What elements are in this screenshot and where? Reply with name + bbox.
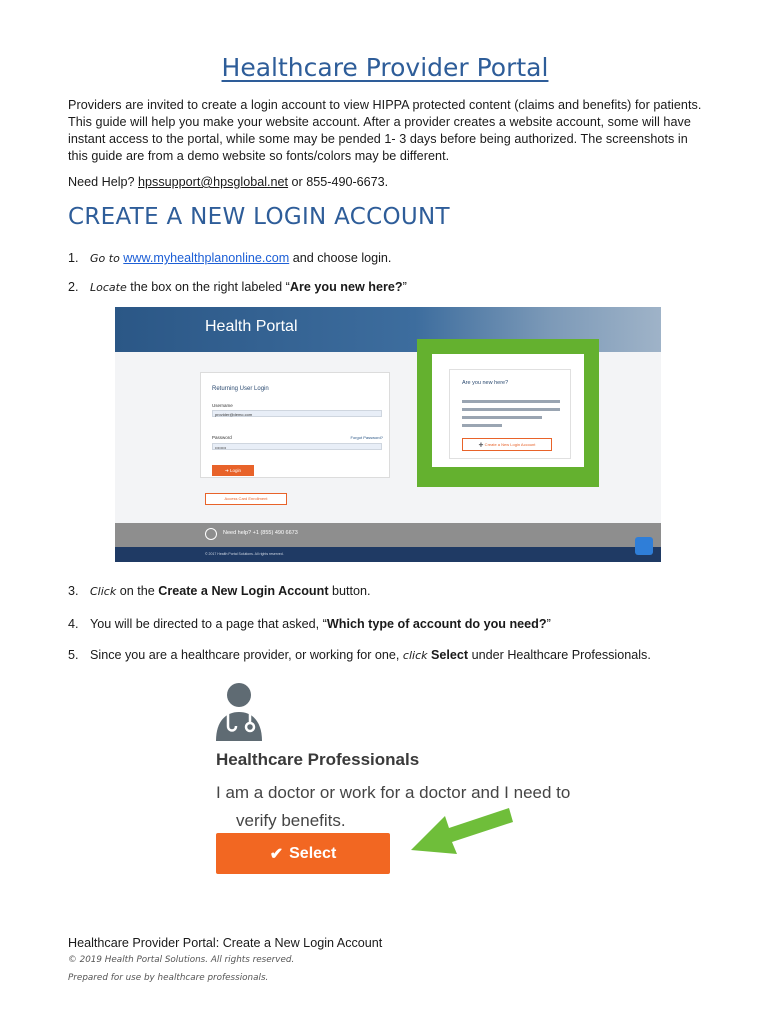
step-text: You will be directed to a page that asked, “ [90,617,327,631]
portal-screenshot [115,307,661,562]
step-bold-text: Select [427,648,469,662]
step-text: the box on the right labeled “ [126,280,290,294]
step-text: and choose login. [289,251,392,265]
support-email-link[interactable]: hpssupport@hpsglobal.net [138,175,289,189]
step-text: under Healthcare Professionals. [468,648,651,662]
step-text: on the [116,584,159,598]
step-bold-text: Which type of account do you need? [326,617,547,631]
step-verb: click [402,649,428,662]
portal-bottom-bar [115,547,661,562]
step-3 [68,584,371,598]
step-text: ” [546,617,551,631]
intro-paragraph: Providers are invited to create a login account to view HIPPA protected content (claims and benefits) for patients. This guide will help you make your website account. After a provider creates a website account, some will have instant access to the portal, while some may be pended 1- 3 days before being authorized. The screenshots in this guide are from a demo website so fonts/colors may be different. [68,98,702,163]
section-title: CREATE A NEW LOGIN ACCOUNT [68,204,450,230]
description-line: I am a doctor or work for a doctor and I need to [216,783,571,802]
username-label: Username [212,403,233,408]
step-verb: Click [90,585,117,598]
help-prefix: Need Help? [68,175,139,189]
login-button: ➔ Login [212,465,254,476]
step-5 [68,648,651,662]
step-4 [68,617,551,631]
step-2 [68,280,407,294]
portal-help-text: Need help? +1 (855) 490 6673 [223,530,298,536]
step-number: 1. [68,251,79,265]
phone-icon [205,528,217,540]
step-number: 4. [68,617,79,631]
footer-note: Prepared for use by healthcare professionals. [68,973,269,983]
step-verb: Locate [90,281,127,294]
step-number: 5. [68,648,79,662]
new-user-card [449,369,571,459]
step-number: 2. [68,280,79,294]
select-label: Select [289,844,337,862]
portal-footer [115,523,661,547]
website-link[interactable]: www.myhealthplanonline.com [123,251,290,265]
professionals-title: Healthcare Professionals [216,750,420,769]
check-icon: ✔ [269,845,284,863]
footer-title: Healthcare Provider Portal: Create a New Login Account [68,936,383,950]
username-field: provider@demo.com [212,410,382,417]
page-title: Healthcare Provider Portal [221,53,549,82]
step-number: 3. [68,584,79,598]
arrow-icon [405,800,515,860]
step-verb: Go to [90,252,120,265]
portal-copyright: © 2017 Health Portal Solutions. All rights reserved. [205,552,284,556]
login-title: Returning User Login [212,386,269,392]
step-text: button. [328,584,371,598]
highlight-inner [432,354,584,467]
text-placeholder [462,424,502,427]
step-1 [68,251,391,265]
new-here-title: Are you new here? [462,380,509,386]
footer-copyright: © 2019 Health Portal Solutions. All rights reserved. [68,955,295,965]
chat-icon [635,537,653,555]
description-line: verify benefits. [236,811,346,830]
password-field: •••••••• [212,443,382,450]
healthcare-professionals-card [200,678,590,878]
select-button[interactable] [216,833,390,874]
forgot-password-link: Forgot Password? [350,435,383,440]
password-label: Password [212,435,232,440]
step-bold-text: Are you new here? [289,280,403,294]
text-placeholder [462,408,560,411]
help-suffix: or 855-490-6673. [288,175,389,189]
create-account-button: ➕ Create a New Login Account [462,438,552,451]
enroll-button: Access Card Enrollment [205,493,287,505]
returning-user-card [200,372,390,478]
text-placeholder [462,400,560,403]
portal-header-title: Health Portal [205,318,298,335]
step-bold-text: Create a New Login Account [158,584,329,598]
highlight-box [417,339,599,487]
step-text: ” [402,280,407,294]
doctor-icon [214,681,264,743]
text-placeholder [462,416,542,419]
step-text: Since you are a healthcare provider, or working for one, [90,648,403,662]
help-line [68,175,388,189]
professionals-description [216,779,586,835]
